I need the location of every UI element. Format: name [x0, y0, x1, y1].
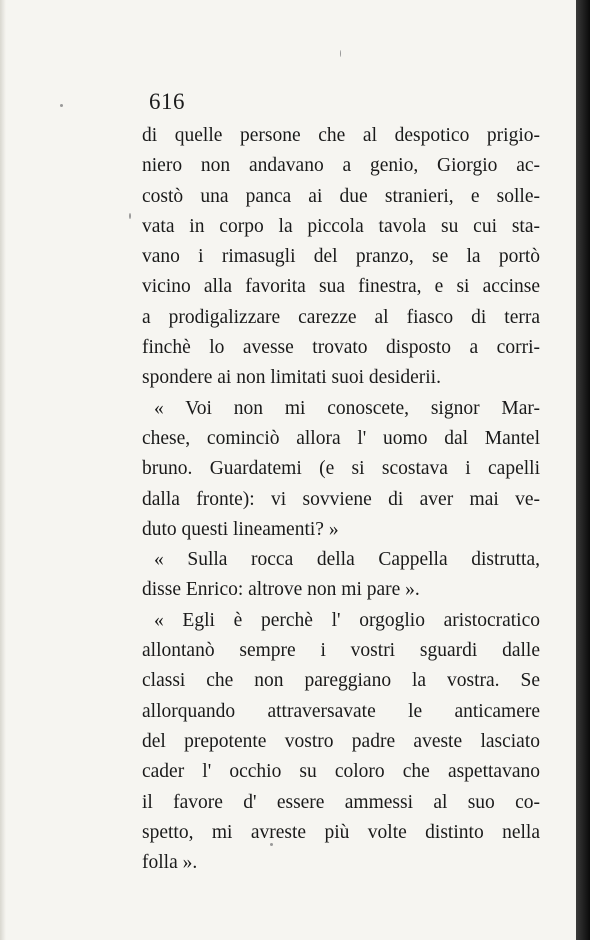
page-number: 616 — [149, 89, 185, 114]
paper-speck — [270, 843, 273, 846]
paper-speck — [340, 50, 341, 57]
text-line: allontanò sempre i vostri sguardi dalle — [142, 640, 540, 662]
text-line: disse Enrico: altrove non mi pare ». — [142, 579, 420, 601]
text-line: « Egli è perchè l' orgoglio aristocratico — [154, 609, 540, 631]
text-line: « Sulla rocca della Cappella distrutta, — [154, 549, 540, 571]
paper-speck — [60, 104, 63, 107]
text-line: a prodigalizzare carezze al fiasco di terra — [142, 306, 540, 328]
text-line: vata in corpo la piccola tavola su cui sta- — [142, 215, 540, 237]
text-line: allorquando attraversavate le anticamere — [142, 700, 540, 722]
text-line: dalla fronte): vi sovviene di aver mai ve- — [142, 488, 540, 510]
text-line: classi che non pareggiano la vostra. Se — [142, 670, 540, 692]
text-line: bruno. Guardatemi (e si scostava i capelli — [142, 458, 540, 480]
text-line: il favore d' essere ammessi al suo co- — [142, 791, 540, 813]
text-line: costò una panca ai due stranieri, e solle- — [142, 185, 540, 207]
text-line: « Voi non mi conoscete, signor Mar- — [154, 397, 540, 419]
text-line: niero non andavano a genio, Giorgio ac- — [142, 155, 540, 177]
text-line: chese, cominciò allora l' uomo dal Mantel — [142, 427, 540, 449]
paper-speck — [129, 213, 131, 219]
body-text — [142, 121, 540, 878]
text-line: vano i rimasugli del pranzo, se la portò — [142, 246, 540, 268]
text-line: del prepotente vostro padre aveste lasciato — [142, 730, 540, 752]
text-line: finchè lo avesse trovato disposto a corri- — [142, 337, 540, 359]
text-line: spondere ai non limitati suoi desiderii. — [142, 367, 441, 389]
text-line: vicino alla favorita sua finestra, e si accinse — [142, 276, 540, 298]
book-binding — [576, 0, 590, 940]
text-line: di quelle persone che al despotico prigio- — [142, 125, 540, 146]
text-line: duto questi lineamenti? » — [142, 518, 339, 540]
text-line: cader l' occhio su coloro che aspettavano — [142, 761, 540, 783]
text-line: folla ». — [142, 852, 198, 874]
text-line: spetto, mi avreste più volte distinto nella — [142, 821, 540, 843]
page-edge-shadow — [0, 0, 6, 940]
